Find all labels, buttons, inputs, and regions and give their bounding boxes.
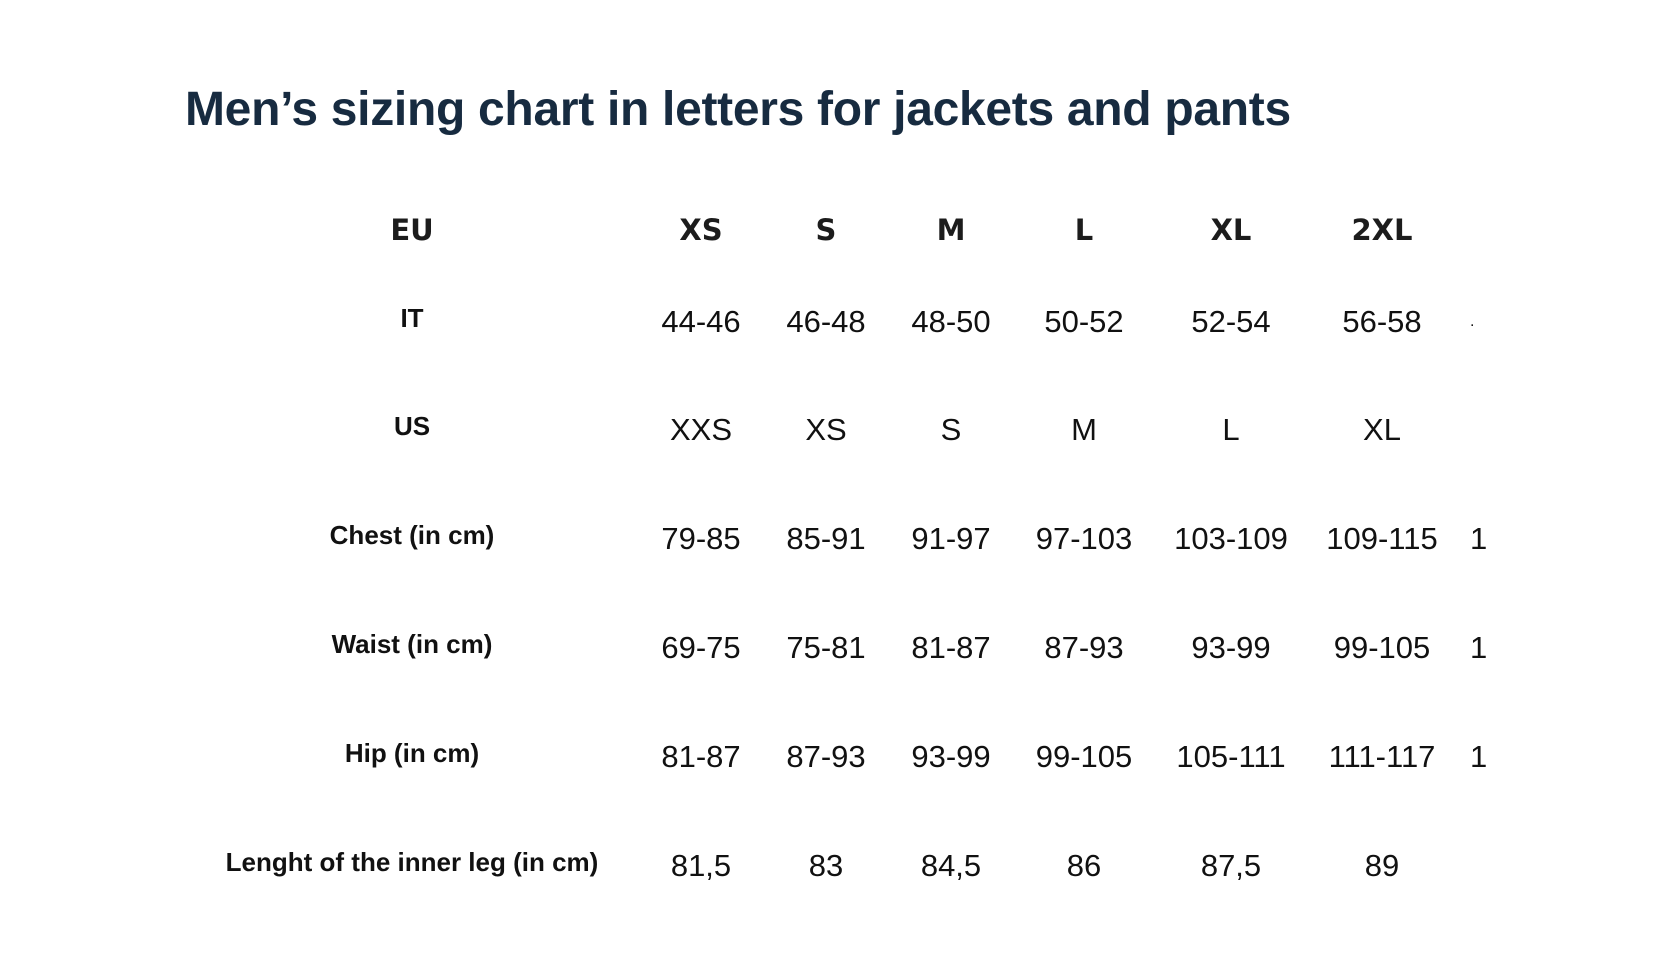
table-cell: 93-99	[1191, 630, 1271, 665]
table-cell: 83	[808, 848, 844, 883]
clipped-column	[1470, 509, 1490, 569]
table-cell: 109-115	[1326, 521, 1438, 556]
clipped-column	[1470, 618, 1490, 678]
table-cell: XL	[1363, 412, 1401, 447]
header-size-l: L	[1074, 213, 1094, 247]
table-row-hip	[0, 723, 1674, 783]
row-label: Hip (in cm)	[344, 738, 480, 768]
row-label: Lenght of the inner leg (in cm)	[225, 847, 599, 877]
header-size-xs: XS	[679, 213, 723, 247]
table-cell: S	[940, 412, 962, 447]
table-cell: 79-85	[661, 521, 741, 556]
table-cell: 89	[1364, 848, 1400, 883]
header-label-eu: EU	[390, 213, 434, 247]
table-cell: 46-48	[786, 304, 866, 339]
table-cell: 48-50	[911, 304, 991, 339]
page-title: Men’s sizing chart in letters for jackets and pants	[185, 83, 1291, 136]
table-cell: 81-87	[911, 630, 991, 665]
header-size-xl: XL	[1210, 213, 1252, 247]
table-cell: 81-87	[661, 739, 741, 774]
header-size-m: M	[936, 213, 966, 247]
table-cell: 52-54	[1191, 304, 1271, 339]
table-cell: 87-93	[1044, 630, 1124, 665]
table-cell-clipped: 1	[1470, 739, 1488, 774]
clipped-column	[1470, 727, 1490, 787]
table-cell: 99-105	[1333, 630, 1431, 665]
table-cell: XXS	[669, 412, 733, 447]
row-label: IT	[400, 303, 424, 333]
table-cell: 99-105	[1035, 739, 1133, 774]
table-cell: 111-117	[1328, 739, 1436, 774]
row-label: US	[393, 411, 431, 441]
table-cell: 84,5	[920, 848, 982, 883]
table-cell: 93-99	[911, 739, 991, 774]
table-cell: 86	[1066, 848, 1102, 883]
table-cell: M	[1071, 412, 1097, 447]
table-row-inner-leg	[0, 832, 1674, 892]
table-cell: 103-109	[1174, 521, 1288, 556]
table-cell: 50-52	[1044, 304, 1124, 339]
table-cell: L	[1222, 412, 1240, 447]
table-cell: 91-97	[911, 521, 991, 556]
header-size-s: S	[815, 213, 837, 247]
table-cell-clipped: .	[1470, 313, 1475, 330]
table-row-chest	[0, 505, 1674, 565]
table-header-row	[0, 200, 1674, 260]
table-cell: 56-58	[1342, 304, 1422, 339]
table-row-it	[0, 288, 1674, 348]
row-label: Waist (in cm)	[331, 629, 493, 659]
clipped-column	[1470, 836, 1490, 896]
table-cell: 87-93	[786, 739, 866, 774]
table-cell: 105-111	[1176, 739, 1286, 774]
table-cell: 81,5	[670, 848, 732, 883]
clipped-column	[1470, 400, 1490, 460]
table-cell: 85-91	[786, 521, 866, 556]
table-cell: XS	[805, 412, 847, 447]
table-row-us	[0, 396, 1674, 456]
table-row-waist	[0, 614, 1674, 674]
table-cell-clipped: 1	[1470, 521, 1488, 556]
row-label: Chest (in cm)	[329, 520, 495, 550]
clipped-column	[1470, 292, 1490, 352]
table-cell: 87,5	[1200, 848, 1262, 883]
table-cell: 97-103	[1035, 521, 1133, 556]
table-cell-clipped: 1	[1470, 630, 1488, 665]
table-cell: 75-81	[786, 630, 866, 665]
table-cell: 69-75	[661, 630, 741, 665]
table-cell: 44-46	[661, 304, 741, 339]
header-size-2xl: 2XL	[1351, 213, 1413, 247]
